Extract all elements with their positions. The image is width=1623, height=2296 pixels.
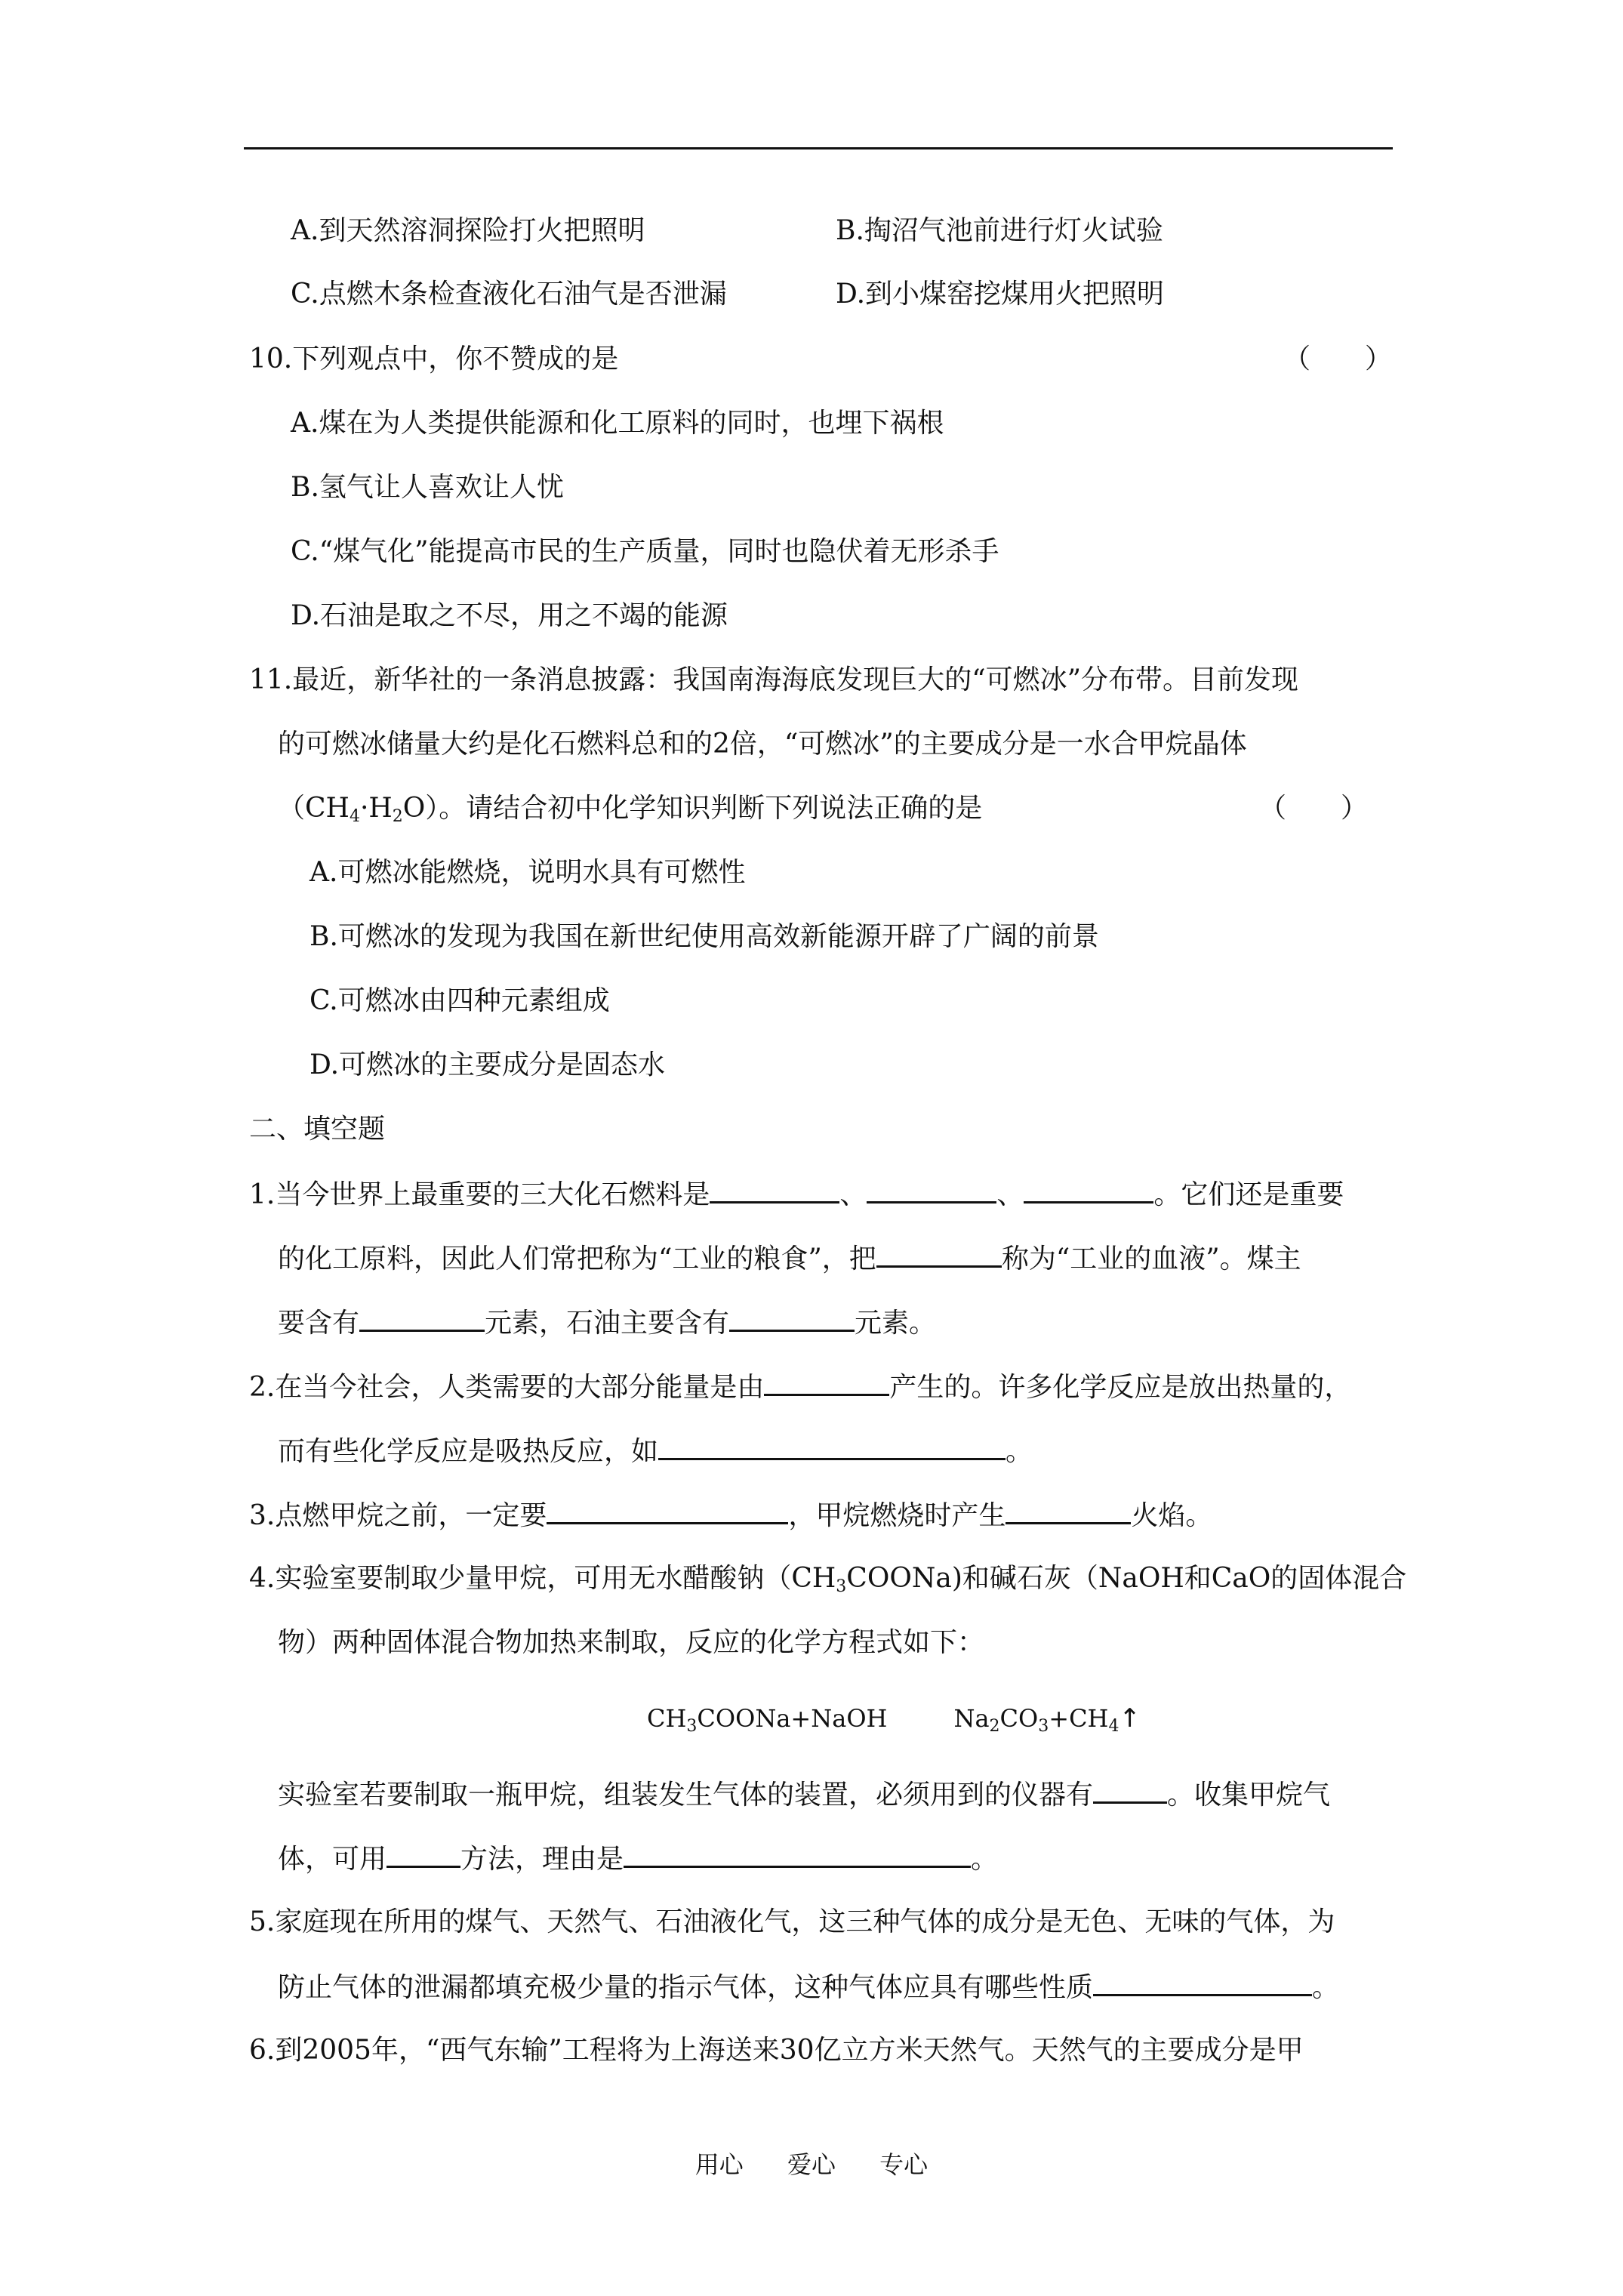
answer-blank[interactable] — [359, 1304, 485, 1332]
fill1-line-3: 要含有 元素，石油主要含有 元素。 — [278, 1304, 936, 1342]
q11-option-a: A.可燃冰能燃烧，说明水具有可燃性 — [310, 857, 746, 888]
fill4-line-3: 实验室若要制取一瓶甲烷，组装发生气体的装置，必须用到的仪器有 。收集甲烷气 — [278, 1776, 1330, 1814]
q9-option-d: D.到小煤窑挖煤用火把照明 — [836, 279, 1165, 310]
fill5-line-1: 5.家庭现在所用的煤气、天然气、石油液化气，这三种气体的成分是无色、无味的气体，为 — [249, 1906, 1335, 1937]
q11-option-c: C.可燃冰由四种元素组成 — [310, 985, 610, 1016]
answer-blank[interactable] — [1093, 1776, 1167, 1804]
fill5-line-2: 防止气体的泄漏都填充极少量的指示气体，这种气体应具有哪些性质 。 — [278, 1968, 1339, 2006]
fill4-line-2: 物）两种固体混合物加热来制取，反应的化学方程式如下： — [278, 1627, 985, 1658]
fill4-line-1: 4.实验室要制取少量甲烷，可用无水醋酸钠$(CH_3COONa)$和碱石灰（NaOH和CaO的固体混合 — [249, 1563, 1407, 1596]
fill4-line-4: 体，可用 方法，理由是 。 — [278, 1840, 998, 1878]
q10-option-c: C.“煤气化”能提高市民的生产质量，同时也隐伏着无形杀手 — [291, 536, 999, 567]
q10-option-b: B.氢气让人喜欢让人忧 — [291, 472, 564, 503]
q11-answer-paren: （ ） — [1259, 793, 1369, 824]
answer-blank[interactable] — [1006, 1496, 1131, 1524]
fill1-line-1: 1.当今世界上最重要的三大化石燃料是 、 、 。它们还是重要 — [249, 1176, 1344, 1213]
q9-option-c: C.点燃木条检查液化石油气是否泄漏 — [291, 279, 727, 310]
answer-blank[interactable] — [547, 1496, 788, 1524]
chemical-equation: $CH_3COONa+NaOH$ $Na_2CO_3+CH_4↑$ — [647, 1703, 1141, 1736]
q10-option-a: A.煤在为人类提供能源和化工原料的同时，也埋下祸根 — [291, 408, 944, 439]
answer-blank[interactable] — [764, 1368, 889, 1396]
gas-arrow-icon: ↑ — [1119, 1703, 1141, 1734]
fill2-line-2: 而有些化学反应是吸热反应，如 。 — [278, 1432, 1033, 1470]
q10-option-d: D.石油是取之不尽，用之不竭的能源 — [291, 600, 728, 631]
answer-blank[interactable] — [658, 1432, 1006, 1460]
answer-blank[interactable] — [1093, 1968, 1312, 1996]
fill6-line-1: 6.到2005年，“西气东输”工程将为上海送来30亿立方米天然气。天然气的主要成分是甲 — [249, 2035, 1304, 2066]
answer-blank[interactable] — [1024, 1176, 1153, 1203]
answer-blank[interactable] — [624, 1840, 971, 1868]
q9-option-a: A.到天然溶洞探险打火把照明 — [291, 215, 645, 246]
q11-line-3: $(CH_4\cdot H_2O)$。请结合初中化学知识判断下列说法正确的是 — [278, 793, 983, 826]
answer-blank[interactable] — [387, 1840, 460, 1868]
section-title: 二、填空题 — [249, 1114, 386, 1145]
answer-blank[interactable] — [729, 1304, 855, 1332]
answer-blank[interactable] — [710, 1176, 839, 1203]
answer-blank[interactable] — [867, 1176, 996, 1203]
q11-option-b: B.可燃冰的发现为我国在新世纪使用高效新能源开辟了广阔的前景 — [310, 921, 1099, 952]
fill2-line-1: 2.在当今社会，人类需要的大部分能量是由 产生的。许多化学反应是放出热量的， — [249, 1368, 1351, 1406]
footer-text: 用心 — [694, 2150, 744, 2179]
footer-text: 专心 — [879, 2150, 929, 2179]
q10-answer-paren: （ ） — [1283, 344, 1393, 374]
q11-line-1: 11.最近，新华社的一条消息披露：我国南海海底发现巨大的“可燃冰”分布带。目前发现 — [249, 664, 1299, 695]
q11-line-2: 的可燃冰储量大约是化石燃料总和的2倍，“可燃冰”的主要成分是一水合甲烷晶体 — [278, 729, 1247, 760]
q9-option-b: B.掏沼气池前进行灯火试验 — [836, 215, 1163, 246]
fill3-line: 3.点燃甲烷之前，一定要 ，甲烷燃烧时产生 火焰。 — [249, 1496, 1212, 1534]
header-rule — [244, 147, 1393, 149]
footer-text: 爱心 — [787, 2150, 836, 2179]
q10-stem: 10.下列观点中，你不赞成的是 — [249, 344, 619, 374]
fill1-line-2: 的化工原料，因此人们常把称为“工业的粮食”，把 称为“工业的血液”。煤主 — [278, 1240, 1301, 1277]
answer-blank[interactable] — [876, 1240, 1002, 1268]
q11-option-d: D.可燃冰的主要成分是固态水 — [310, 1049, 666, 1080]
page-footer — [0, 2148, 1623, 2181]
